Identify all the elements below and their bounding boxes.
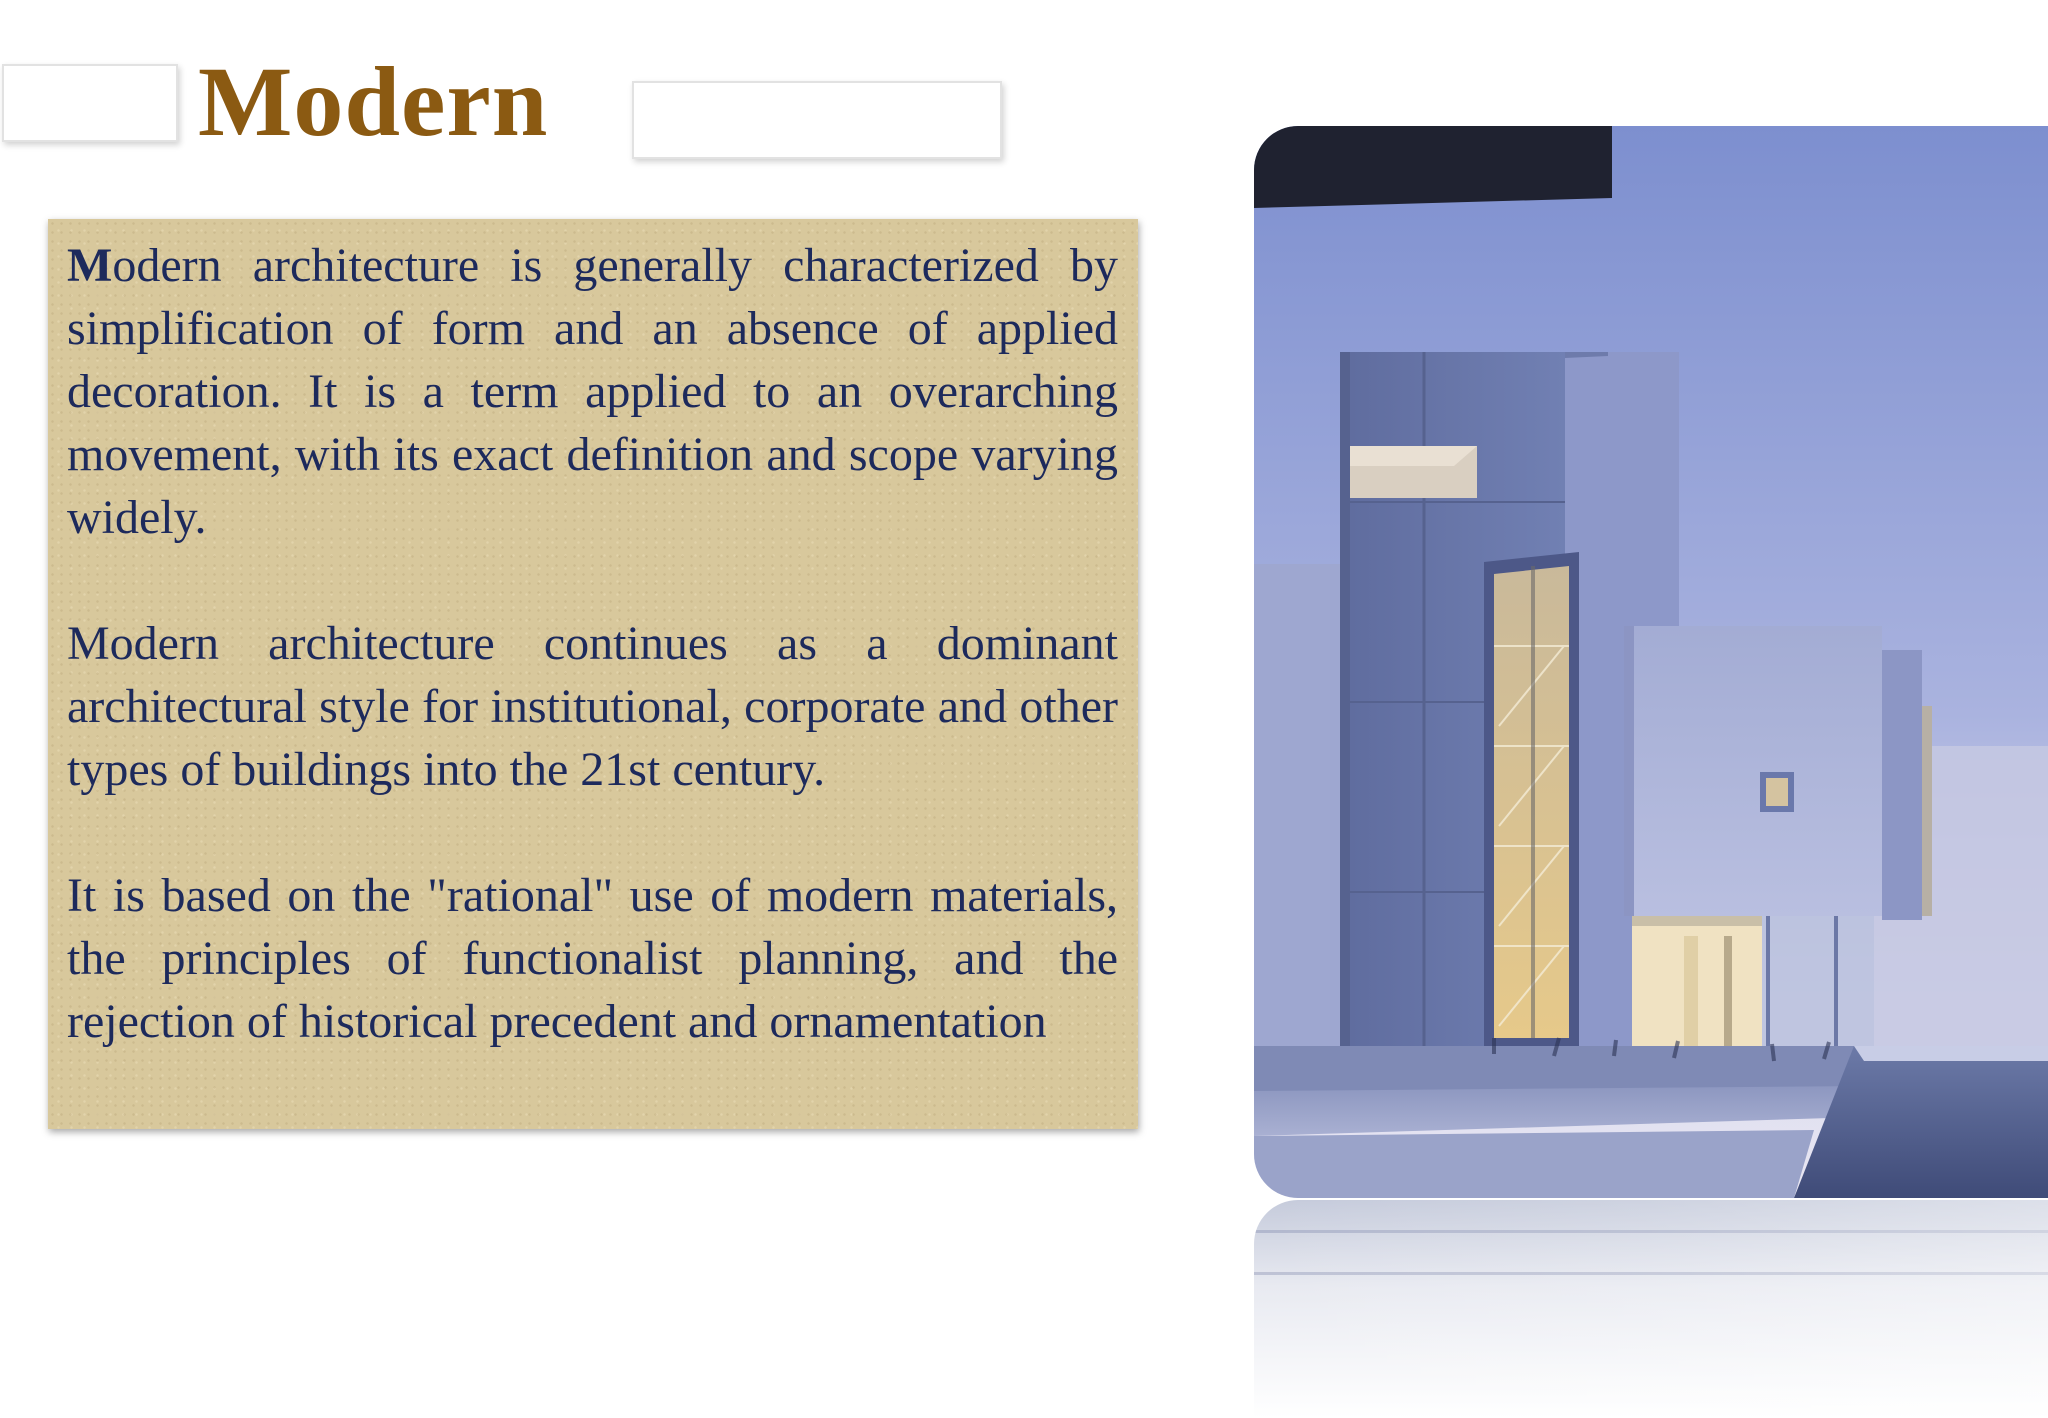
title-decoration-box-right <box>632 81 1002 159</box>
paragraph-2-text: Modern architecture continues as a dominant architectural style for institutional, corporate and other types of buildings into the 21st century. <box>67 617 1118 796</box>
paragraph-3-text: It is based on the "rational" use of modern materials, the principles of functionalist planning, and the rejection of historical precedent and ornamentation <box>67 869 1118 1048</box>
slide-title: Modern <box>198 46 549 157</box>
paragraph-2 <box>67 612 1118 801</box>
paragraph-1-text: odern architecture is generally characterized by simplification of form and an absence of applied decoration. It is a term applied to an overarching movement, with its exact definition and scope varying widely. <box>67 239 1118 544</box>
paragraph-1 <box>67 234 1118 549</box>
reflection-line <box>1254 1272 2048 1275</box>
paragraph-1-dropcap: M <box>67 239 113 292</box>
modern-house-photo <box>1254 126 2048 1198</box>
photo-reflection <box>1254 1200 2048 1418</box>
text-panel <box>48 219 1138 1129</box>
paragraph-3 <box>67 864 1118 1053</box>
title-decoration-box-left <box>2 64 178 142</box>
reflection-line <box>1254 1230 2048 1233</box>
